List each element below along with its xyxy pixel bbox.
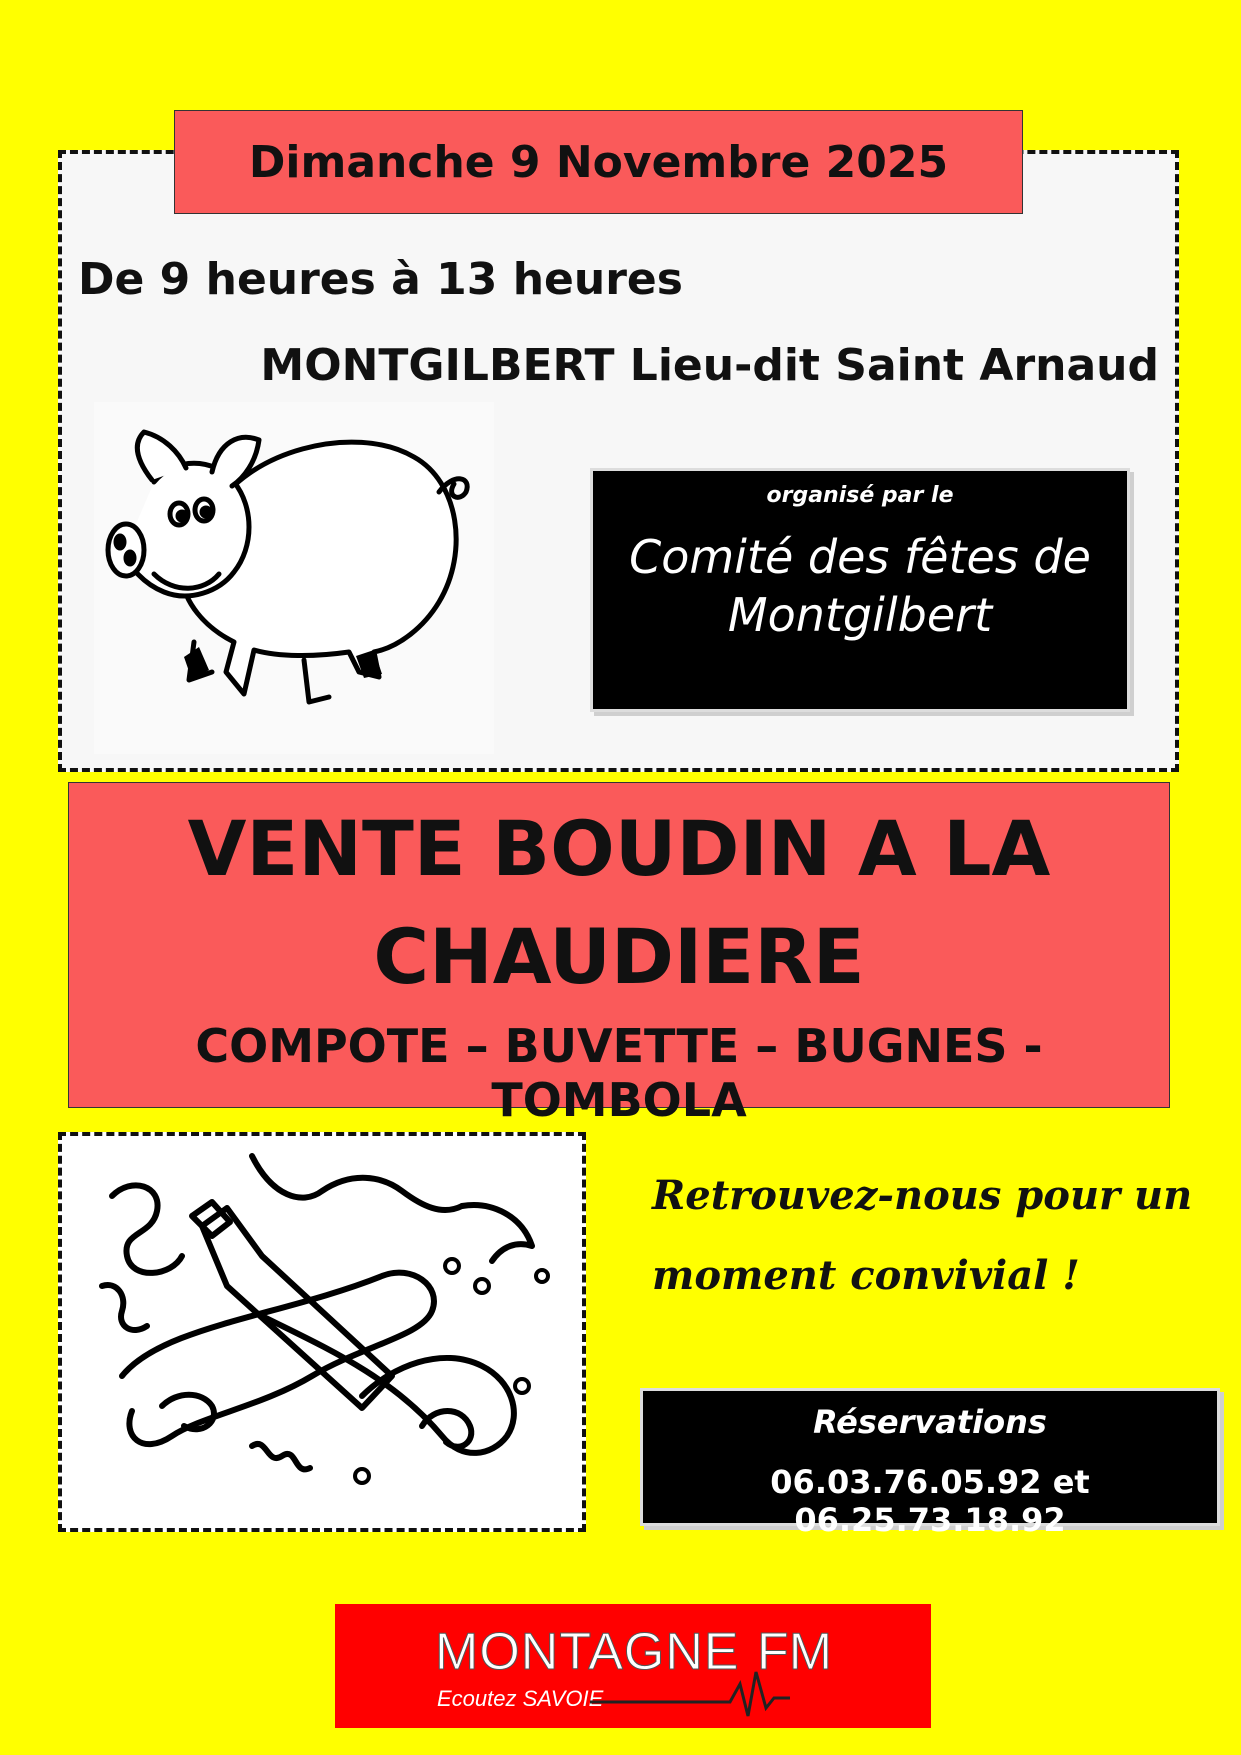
hours-text: De 9 heures à 13 heures	[78, 254, 683, 305]
reservations-box	[640, 1388, 1220, 1539]
organizer-intro: organisé par le	[766, 483, 954, 508]
event-title-line1: VENTE BOUDIN A LA	[187, 804, 1051, 893]
streamers-frame	[58, 1132, 586, 1532]
logo-suffix: FM	[757, 1623, 833, 1681]
invite-line1: Retrouvez-nous pour un	[652, 1172, 1193, 1219]
organizer-name-line2: Montgilbert	[727, 588, 993, 642]
organizer-name-line1: Comité des fêtes de	[629, 530, 1091, 584]
date-banner	[174, 110, 1023, 214]
pulse-wave-icon	[590, 1664, 790, 1724]
party-streamers-illustration-icon	[62, 1136, 582, 1528]
reservations-phones: 06.03.76.05.92 et 06.25.73.18.92	[770, 1463, 1090, 1539]
logo-tagline: Ecoutez SAVOIE	[437, 1686, 604, 1711]
invite-line2: moment convivial !	[652, 1252, 1080, 1299]
event-subtitle: COMPOTE – BUVETTE – BUGNES - TOMBOLA	[195, 1019, 1043, 1127]
organizer-box	[590, 468, 1130, 712]
pig-illustration-icon	[94, 402, 494, 754]
reservations-label: Réservations	[813, 1403, 1047, 1441]
date-text: Dimanche 9 Novembre 2025	[248, 136, 949, 188]
logo-name: MONTAGNE	[435, 1623, 740, 1681]
place-text: MONTGILBERT Lieu-dit Saint Arnaud	[260, 340, 1159, 391]
montagne-fm-logo	[335, 1604, 931, 1728]
event-panel	[68, 782, 1170, 1127]
event-title-line2: CHAUDIERE	[373, 912, 865, 1001]
